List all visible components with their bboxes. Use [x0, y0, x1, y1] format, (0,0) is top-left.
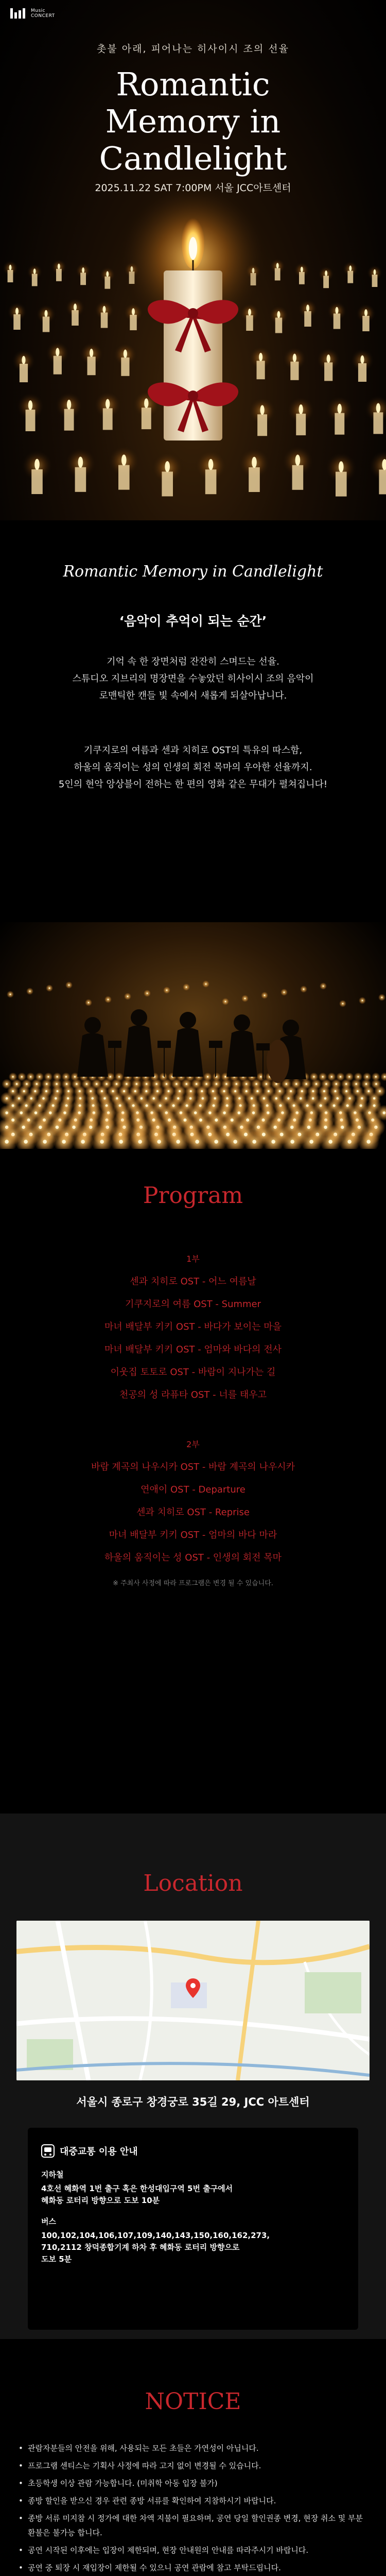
- hero-title-line2: Memory in: [105, 103, 281, 140]
- location-title: Location: [143, 1870, 243, 1896]
- notice-item: • 공연 시작된 이후에는 입장이 제한되며, 현장 안내원의 안내를 따라주시기 바랍니다.: [19, 2543, 371, 2557]
- program-item: 바람 계곡의 나우시카 OST - 바람 계곡의 나우시카: [91, 1462, 295, 1472]
- bus-line: 100,102,104,106,107,109,140,143,150,160,162,273,: [41, 2231, 270, 2240]
- location-section: [0, 1814, 386, 2339]
- program-item: 하울의 움직이는 성 OST - 인생의 회전 목마: [104, 1552, 282, 1563]
- logo-mark-icon: [10, 8, 28, 19]
- program-title: Program: [143, 1182, 243, 1209]
- intro-paragraph-2: [0, 742, 386, 793]
- program-item: 마녀 배달부 키키 OST - 엄마와 바다의 전사: [104, 1344, 282, 1355]
- venue-address: 서울시 종로구 창경궁로 35길 29, JCC 아트센터: [76, 2096, 310, 2108]
- brand-logo[interactable]: [10, 8, 55, 19]
- transit-info-card: [28, 2128, 358, 2330]
- hero-tagline: 촛불 아래, 피어나는 히사이시 조의 선율: [97, 43, 289, 55]
- intro-script-title: Romantic Memory in Candlelight: [63, 563, 323, 581]
- notice-item: • 종방 할인을 받으신 경우 관련 종방 서류를 확인하여 지참하시기 바랍니다.: [19, 2494, 371, 2508]
- notice-item: • 프로그램 센티스는 기획사 사정에 따라 고지 없이 변경될 수 있습니다.: [19, 2459, 371, 2473]
- bus-line: 710,2112 창덕종합기계 하차 후 혜화동 로터리 방향으로: [41, 2243, 240, 2252]
- program-part-label: 2부: [186, 1439, 200, 1449]
- map-pin-icon: [186, 1978, 200, 1998]
- notice-section: [0, 2339, 386, 2576]
- notice-title: NOTICE: [145, 2388, 241, 2415]
- program-note: ※ 주최사 사정에 따라 프로그램은 변경 될 수 있습니다.: [113, 1580, 273, 1587]
- program-item: 천공의 성 라퓨타 OST - 너를 태우고: [119, 1389, 267, 1400]
- bus-icon: [41, 2144, 55, 2158]
- hero-title: [0, 66, 386, 177]
- transit-title: 대중교통 이용 안내: [60, 2146, 138, 2157]
- program-item: 이웃집 토토로 OST - 바람이 지나가는 길: [110, 1367, 276, 1378]
- intro-paragraph-1: [0, 653, 386, 704]
- intro-section: [0, 520, 386, 922]
- hero-date: 2025.11.22 SAT 7:00PM 서울 JCC아트센터: [95, 182, 291, 194]
- bus-line: 도보 5분: [41, 2255, 72, 2264]
- program-item: 센과 치히로 OST - Reprise: [136, 1507, 250, 1518]
- logo-line2: CONCERT: [31, 13, 55, 19]
- program-item: 마녀 배달부 키키 OST - 바다가 보이는 마을: [104, 1321, 282, 1332]
- location-map[interactable]: [16, 1921, 370, 2080]
- intro-line: 기억 속 한 장면처럼 잔잔히 스며드는 선율.: [107, 656, 279, 667]
- program-list: [0, 1248, 386, 1587]
- intro-line: 5인의 현악 앙상블이 전하는 한 편의 영화 같은 무대가 펼쳐집니다!: [58, 779, 328, 790]
- logo-line1: Music: [31, 8, 46, 13]
- hero-banner: [0, 0, 386, 520]
- subway-line: 4호선 혜화역 1번 출구 혹은 한성대입구역 5번 출구에서: [41, 2184, 233, 2193]
- notice-item: • 관람자분들의 안전을 위해, 사용되는 모든 초들은 가연성이 아닙니다.: [19, 2441, 371, 2455]
- ensemble-illustration: [0, 922, 386, 1149]
- hero-title-line3: Candlelight: [99, 140, 287, 177]
- performers-silhouette: [77, 1009, 306, 1083]
- intro-line: 스튜디오 지브리의 명장면을 수놓았던 히사이시 조의 음악이: [72, 673, 314, 684]
- program-item: 센과 치히로 OST - 어느 여름날: [130, 1276, 256, 1287]
- program-item: 기쿠지로의 여름 OST - Summer: [125, 1299, 261, 1310]
- bus-directions: [41, 2230, 345, 2265]
- intro-line: 기쿠지로의 여름과 센과 치히로 OST의 특유의 따스함,: [83, 745, 303, 756]
- notice-item: • 종방 서류 미지참 시 정가에 대한 차액 지불이 필요하며, 공연 당일 할인권종 변경, 현장 취소 및 부분 환불은 불가능 합니다.: [19, 2511, 371, 2540]
- notice-item: • 초등학생 이상 관람 가능합니다. (미취학 아동 입장 불가): [19, 2476, 371, 2490]
- intro-line: 로맨틱한 캔들 빛 속에서 새롭게 되살아납니다.: [99, 690, 287, 701]
- ensemble-photo: [0, 922, 386, 1149]
- intro-line: 하울의 움직이는 성의 인생의 회전 목마의 우아한 선율까지.: [74, 762, 312, 773]
- intro-quote: ‘음악이 추억이 되는 순간’: [119, 614, 267, 629]
- hero-title-line1: Romantic: [116, 65, 270, 103]
- subway-directions: [41, 2183, 345, 2207]
- bus-label: 버스: [41, 2217, 56, 2226]
- program-part-label: 1부: [186, 1254, 200, 1264]
- subway-label: 지하철: [41, 2170, 64, 2179]
- program-item: 연애이 OST - Departure: [141, 1484, 245, 1495]
- notice-list: [19, 2441, 371, 2576]
- program-item: 마녀 배달부 키키 OST - 엄마의 바다 마라: [109, 1530, 277, 1540]
- map-graphic: [16, 1921, 370, 2080]
- program-section: [0, 1149, 386, 1814]
- subway-line: 혜화동 로터리 방향으로 도보 10분: [41, 2196, 160, 2205]
- notice-item: • 공연 중 퇴장 시 재입장이 제한될 수 있으니 공연 관람에 참고 부탁드립니다.: [19, 2561, 371, 2575]
